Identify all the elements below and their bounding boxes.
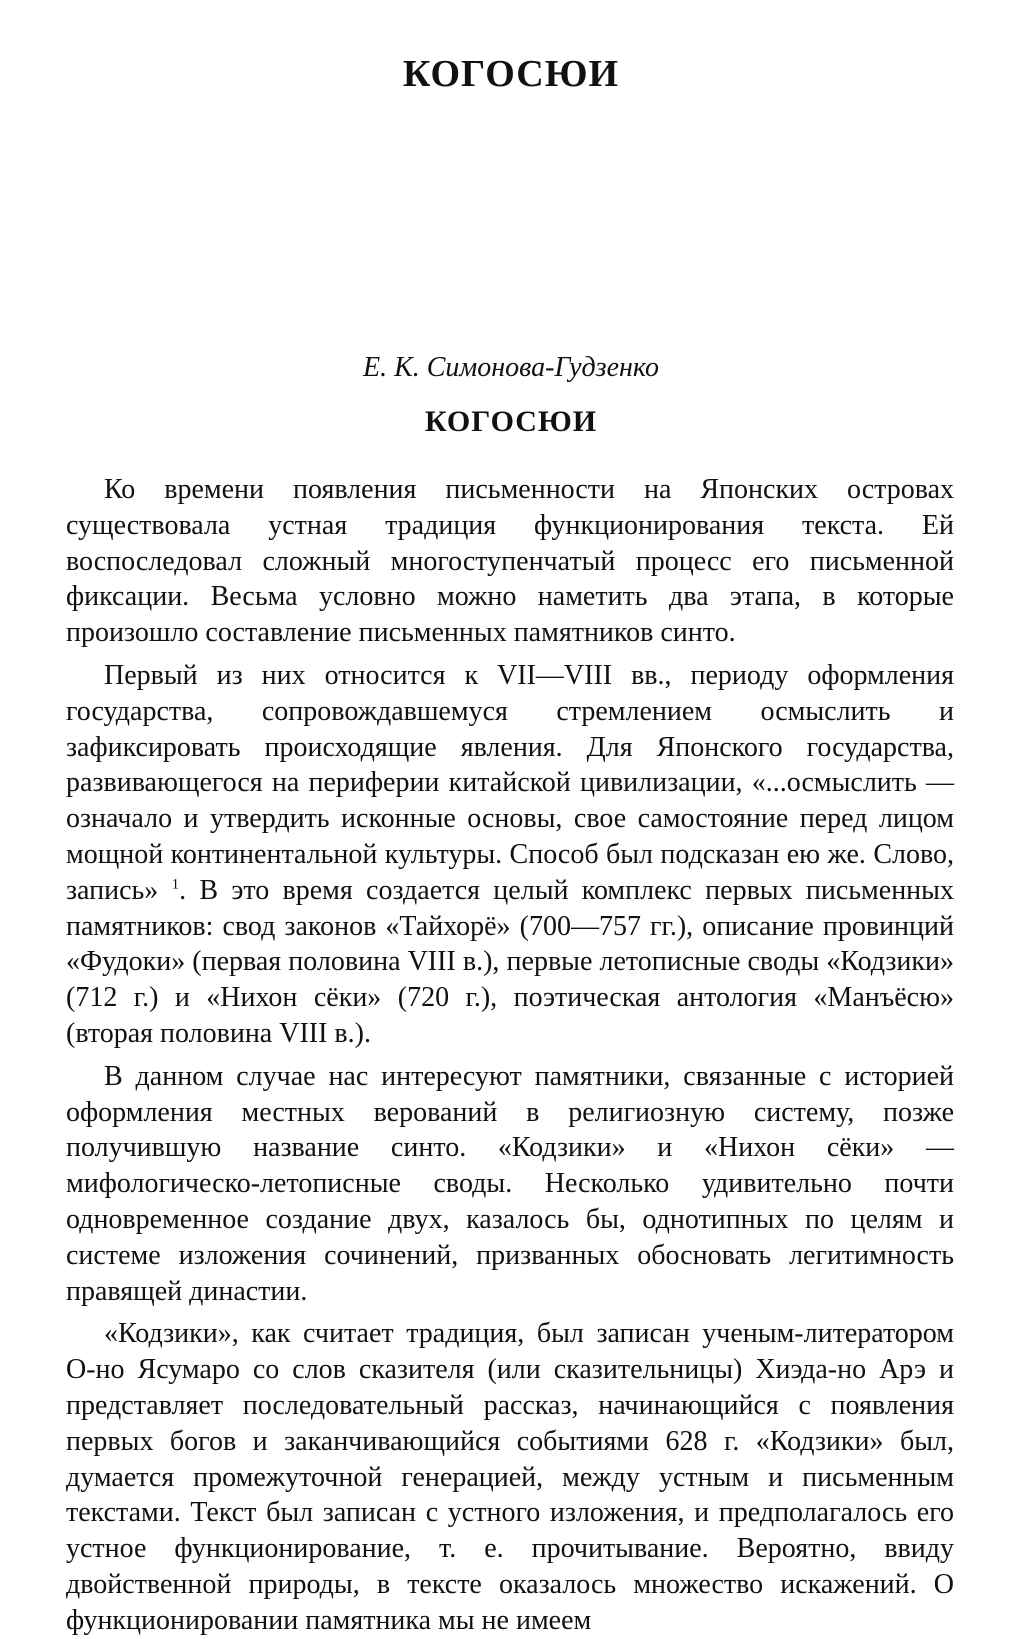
paragraph: Ко времени появления письменности на Японских островах существовала устная традиция функционирования текста. Ей воспоследовал сложный многоступенчатый процесс его письменной фиксации. Весьма условно можно наметить два этапа, в которые произошло составление письменных памятников синто. [66, 474, 954, 649]
article-title: КОГОСЮИ [424, 405, 598, 438]
author-name: Е. К. Симонова-Гудзенко [363, 352, 659, 383]
paragraph-text: Первый из них относится к VII—VIII вв., периоду оформления государства, сопровождавшемуся стремлением осмыслить и зафиксировать происходящие явления. Для Японского государства, развивающегося на периферии китайской цивилизации, «...осмыслить — означало и утвердить исконные основы, свое самостояние перед лицом мощной континентальной культуры. Способ был подсказан ею же. Слово, запись» [66, 659, 954, 906]
footnote-marker[interactable]: 1 [171, 876, 180, 893]
paragraph: В данном случае нас интересуют памятники, связанные с историей оформления местных верований в религиозную систему, позже получившую название синто. «Кодзики» и «Нихон сёки» — мифологическо-летописные своды. Несколько удивительно почти одновременное создание двух, казалось бы, однотипных по целям и системе изложения сочинений, призванных обосновать легитимность правящей династии. [66, 1060, 954, 1307]
paragraph-text: . В это время создается целый комплекс первых письменных памятников: свод законов «Тайхорё» (700—757 гг.), описание провинций «Фудоки» (первая половина VIII в.), первые летописные своды «Кодзики» (712 г.) и «Нихон сёки» (720 г.), поэтическая антология «Манъёсю» (вторая половина VIII в.). [66, 874, 954, 1049]
running-head: КОГОСЮИ [402, 53, 620, 95]
paragraph [66, 658, 954, 1052]
article-body [66, 472, 954, 1639]
paragraph: «Кодзики», как считает традиция, был записан ученым-литератором О-но Ясумаро со слов сказителя (или сказительницы) Хиэда-но Арэ и представляет последовательный рассказ, начинающийся с появления первых богов и заканчивающийся событиями 628 г. «Кодзики» был, думается промежуточной генерацией, между устным и письменным текстами. Текст был записан с устного изложения, и предполагалось его устное функционирование, т. е. прочитывание. Вероятно, ввиду двойственной природы, в тексте оказалось множество искажений. О функционировании памятника мы не имеем [66, 1318, 954, 1636]
